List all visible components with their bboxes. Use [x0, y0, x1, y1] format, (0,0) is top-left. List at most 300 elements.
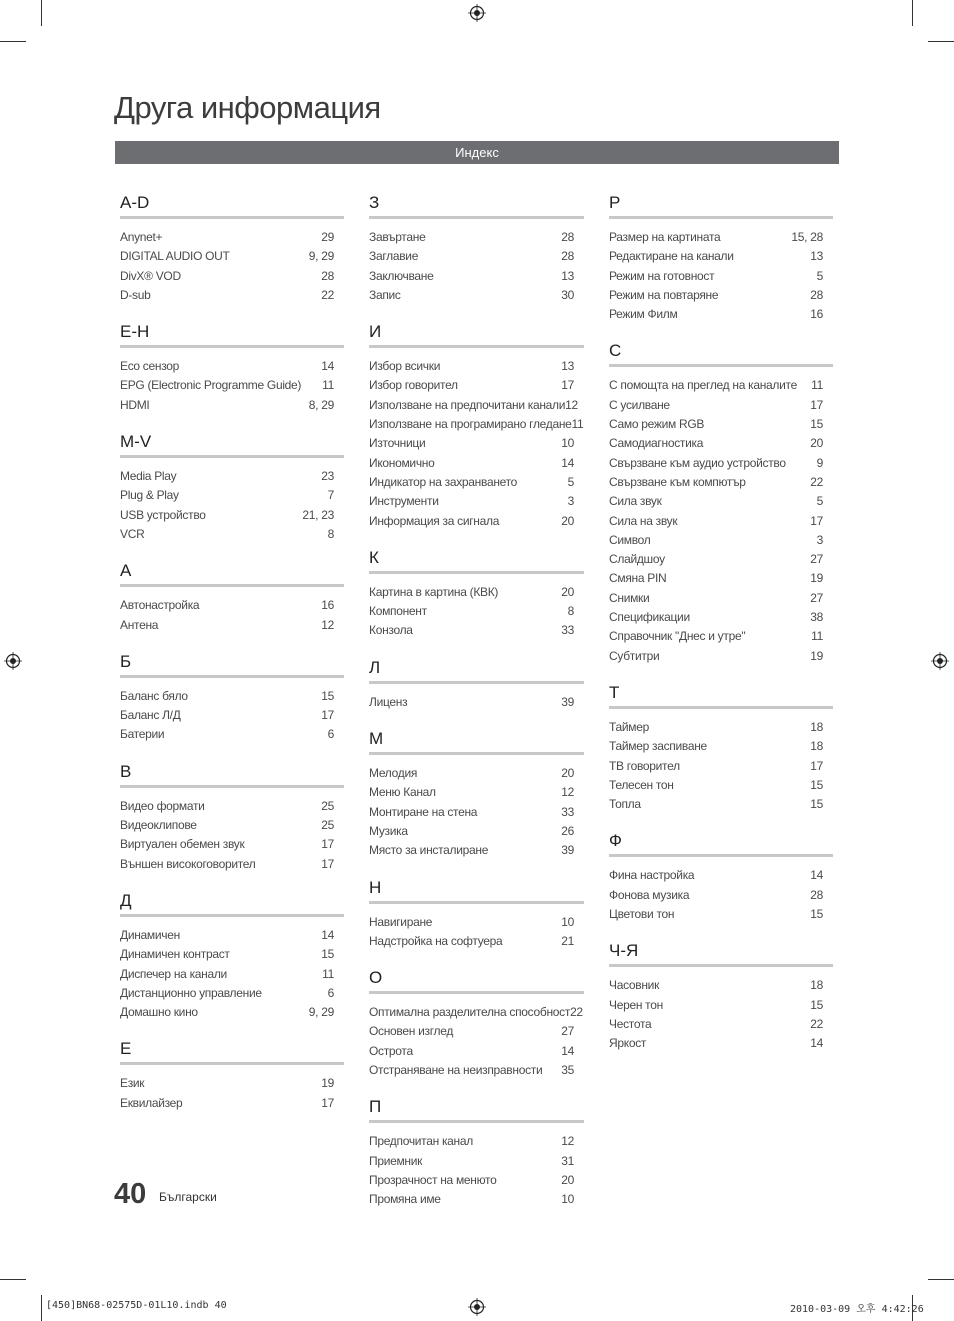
index-entry-label: Eco сензор: [120, 359, 180, 374]
index-group-heading: Р: [609, 193, 833, 219]
index-entry-page: 20: [561, 766, 574, 781]
index-entry-label: Инструменти: [369, 494, 439, 509]
index-entry-page: 12: [561, 785, 574, 800]
index-entry: [609, 627, 833, 646]
index-entry-label: EPG (Electronic Programme Guide): [120, 378, 302, 393]
index-entry-page: 38: [810, 610, 823, 625]
index-entry-label: С помощта на преглед на каналите: [609, 378, 797, 393]
index-entry: [120, 396, 344, 415]
index-entry-label: Информация за сигнала: [369, 513, 500, 528]
index-entry-page: 16: [810, 307, 823, 322]
index-entry: [369, 286, 584, 305]
index-entry-page: 9, 29: [308, 249, 334, 264]
index-entry-label: Източници: [369, 436, 426, 451]
index-entry-page: 3: [816, 532, 823, 547]
index-entry-label: Автонастройка: [120, 598, 200, 613]
index-entry-page: 15, 28: [791, 230, 823, 244]
index-entry-label: Място за инсталиране: [369, 843, 489, 858]
index-entry-label: Цветови тон: [609, 907, 675, 922]
index-entry: [369, 396, 584, 415]
index-entry: [369, 247, 584, 266]
index-group-heading: Ф: [609, 831, 833, 857]
index-entry: [120, 506, 344, 525]
index-entry-page: 8, 29: [308, 397, 334, 412]
index-entry-page: 17: [810, 758, 823, 773]
index-entry-page: 12: [565, 397, 578, 412]
index-entry-label: Антена: [120, 617, 159, 632]
index-entry: [369, 1132, 584, 1151]
index-entry-label: Сила на звук: [609, 513, 678, 528]
index-entry-page: 17: [321, 837, 334, 852]
page-title: Друга информация: [114, 90, 381, 125]
index-entry-page: 27: [561, 1024, 574, 1039]
index-entry: [369, 492, 584, 511]
index-group-heading: Е: [120, 1039, 344, 1065]
index-entry: [609, 267, 833, 286]
index-entry-page: 9: [816, 455, 823, 470]
index-column-1: [120, 193, 344, 1130]
index-entry: [369, 1022, 584, 1041]
index-entry: [120, 926, 344, 945]
index-entry-label: Приемник: [369, 1153, 423, 1168]
index-entry: [369, 473, 584, 492]
index-group: [120, 322, 344, 415]
index-group: [369, 658, 584, 712]
index-group-heading: О: [369, 968, 584, 994]
index-group-heading: A-D: [120, 193, 344, 219]
index-group-heading: Д: [120, 891, 344, 917]
index-entry-page: 17: [321, 708, 334, 723]
index-entry-label: Телесен тон: [609, 777, 674, 792]
index-entry-page: 13: [561, 359, 574, 374]
index-entry-page: 18: [810, 739, 823, 754]
index-entry: [120, 467, 344, 486]
index-entry-page: 11: [322, 966, 334, 981]
index-entry-page: 18: [810, 978, 823, 993]
trim-mark: [41, 0, 42, 26]
index-entry-label: VCR: [120, 526, 145, 541]
index-group-heading: Л: [369, 658, 584, 684]
index-entry-label: Надстройка на софтуера: [369, 933, 503, 948]
index-group: [369, 322, 584, 531]
index-entry-page: 27: [810, 552, 823, 567]
index-entry: [609, 737, 833, 756]
index-group-heading: M-V: [120, 432, 344, 458]
index-group-heading: М: [369, 729, 584, 755]
index-entry: [369, 803, 584, 822]
index-entry-label: Размер на картината: [609, 230, 721, 244]
index-entry: [120, 835, 344, 854]
index-entry: [609, 247, 833, 266]
index-entry-label: Свързване към компютър: [609, 474, 746, 489]
trim-mark: [928, 1279, 954, 1280]
index-entry: [120, 725, 344, 744]
index-entry: [369, 1152, 584, 1171]
index-group-heading: И: [369, 322, 584, 348]
index-entry: [609, 866, 833, 885]
index-entry: [369, 512, 584, 531]
index-entry-label: Честота: [609, 1016, 652, 1031]
index-entry: [369, 693, 584, 712]
index-entry-page: 25: [321, 818, 334, 833]
index-entry: [609, 776, 833, 795]
index-entry-page: 20: [561, 513, 574, 528]
index-entry: [369, 1061, 584, 1080]
index-entry-label: Външен високоговорител: [120, 856, 256, 871]
index-entry: [369, 1042, 584, 1061]
index-entry-label: Редактиране на канали: [609, 249, 734, 264]
index-entry-page: 14: [321, 359, 334, 374]
index-entry-label: Справочник "Днес и утре": [609, 629, 746, 644]
index-entry: [609, 795, 833, 814]
index-entry-label: DIGITAL AUDIO OUT: [120, 249, 230, 264]
index-entry: [369, 376, 584, 395]
index-entry-label: Plug & Play: [120, 488, 179, 503]
index-entry: [120, 228, 344, 247]
index-entry-label: Anynet+: [120, 230, 163, 244]
index-entry: [120, 945, 344, 964]
index-entry: [369, 621, 584, 640]
index-group: [609, 831, 833, 924]
index-entry-label: Използване на програмирано гледане: [369, 417, 572, 432]
index-entry: [120, 855, 344, 874]
index-entry-page: 21: [561, 933, 574, 948]
index-entry: [369, 1003, 584, 1022]
index-group: [369, 878, 584, 952]
index-entry-label: Видео формати: [120, 798, 205, 813]
index-entry: [369, 583, 584, 602]
index-group: [609, 941, 833, 1053]
index-entry-label: Еквилайзер: [120, 1095, 183, 1110]
index-entry-label: Слайдшоу: [609, 552, 665, 567]
index-entry-label: USB устройство: [120, 507, 206, 522]
index-entry-label: Прозрачност на менюто: [369, 1172, 497, 1187]
index-entry-page: 14: [561, 455, 574, 470]
index-entry-label: Спецификации: [609, 610, 690, 625]
index-group: [120, 193, 344, 305]
index-entry-label: Компонент: [369, 604, 427, 619]
index-entry-label: Икономично: [369, 455, 435, 470]
index-entry-page: 13: [810, 249, 823, 264]
index-entry: [369, 434, 584, 453]
index-entry-page: 5: [816, 494, 823, 509]
index-entry: [369, 1190, 584, 1209]
section-title: Индекс: [455, 145, 499, 160]
index-entry-label: Промяна име: [369, 1192, 441, 1207]
index-entry: [120, 357, 344, 376]
index-entry-page: 19: [321, 1076, 334, 1091]
index-group: [609, 683, 833, 814]
index-entry-page: 28: [561, 249, 574, 264]
index-entry: [609, 531, 833, 550]
index-group-heading: П: [369, 1097, 584, 1123]
index-column-2: [369, 193, 584, 1227]
index-entry: [369, 764, 584, 783]
index-entry-page: 12: [321, 617, 334, 632]
index-group: [369, 193, 584, 305]
index-entry-page: 13: [561, 268, 574, 283]
index-entry-label: Избор говорител: [369, 378, 458, 393]
index-group: [120, 432, 344, 544]
page-number: 40: [114, 1178, 147, 1210]
index-entry: [609, 996, 833, 1015]
index-entry-page: 23: [321, 469, 334, 484]
index-entry-label: Таймер: [609, 719, 649, 734]
index-entry: [609, 286, 833, 305]
index-entry-label: Използване на предпочитани канали: [369, 397, 566, 412]
index-entry-page: 20: [561, 584, 574, 599]
language-label: Български: [159, 1190, 217, 1204]
index-entry-page: 11: [571, 417, 584, 432]
index-entry: [609, 647, 833, 666]
index-entry-page: 17: [321, 1095, 334, 1110]
index-entry-page: 28: [810, 287, 823, 302]
index-entry: [369, 822, 584, 841]
index-entry: [609, 415, 833, 434]
index-entry-label: Фонова музика: [609, 887, 690, 902]
index-entry: [120, 797, 344, 816]
footer-datetime: 2010-03-09 오후 4:42:26: [790, 1304, 924, 1315]
index-entry: [609, 473, 833, 492]
index-entry-label: Музика: [369, 823, 408, 838]
index-entry-label: Смяна PIN: [609, 571, 667, 586]
index-entry-page: 14: [561, 1043, 574, 1058]
index-entry-page: 15: [810, 907, 823, 922]
index-entry-page: 19: [810, 571, 823, 586]
index-entry: [609, 976, 833, 995]
index-entry-page: 21, 23: [302, 507, 334, 522]
index-entry: [369, 415, 584, 434]
index-entry: [609, 396, 833, 415]
index-group: [120, 1039, 344, 1113]
index-entry-label: Заключване: [369, 268, 434, 283]
index-entry-page: 20: [561, 1172, 574, 1187]
index-group-heading: Б: [120, 652, 344, 678]
index-entry-page: 31: [561, 1153, 574, 1168]
index-entry-page: 17: [810, 513, 823, 528]
index-entry-page: 6: [327, 985, 334, 1000]
index-entry: [120, 984, 344, 1003]
index-entry-label: Меню Канал: [369, 785, 436, 800]
index-entry: [120, 376, 344, 395]
index-entry-page: 22: [321, 287, 334, 302]
index-group-heading: Ч-Я: [609, 941, 833, 967]
index-entry: [609, 589, 833, 608]
index-entry: [369, 1171, 584, 1190]
index-entry: [609, 1034, 833, 1053]
index-entry-page: 14: [810, 868, 823, 883]
index-entry: [609, 569, 833, 588]
index-group: [369, 1097, 584, 1209]
index-entry-label: Режим на готовност: [609, 268, 715, 283]
index-entry-page: 29: [321, 230, 334, 244]
index-entry: [120, 1074, 344, 1093]
index-entry-label: Дистанционно управление: [120, 985, 262, 1000]
index-group: [120, 762, 344, 874]
index-entry-label: Монтиране на стена: [369, 804, 478, 819]
index-entry-label: Оптимална разделителна способност: [369, 1005, 571, 1020]
index-group-heading: К: [369, 548, 584, 574]
index-entry-label: Режим Филм: [609, 307, 678, 322]
index-entry-page: 22: [570, 1005, 583, 1020]
index-entry: [120, 267, 344, 286]
trim-mark: [0, 41, 26, 42]
section-header-bar: [115, 141, 839, 164]
index-entry-page: 8: [567, 604, 574, 619]
index-entry-page: 10: [561, 914, 574, 929]
footer-file-info: [450]BN68-02575D-01L10.indb 40: [46, 1300, 227, 1311]
index-entry: [609, 1015, 833, 1034]
index-entry: [609, 512, 833, 531]
index-group-heading: А: [120, 561, 344, 587]
index-entry: [369, 357, 584, 376]
index-entry-label: Домашно кино: [120, 1005, 198, 1020]
index-entry-label: Субтитри: [609, 648, 660, 663]
trim-mark: [41, 1295, 42, 1321]
index-entry-page: 19: [810, 648, 823, 663]
index-entry: [120, 965, 344, 984]
index-group: [369, 729, 584, 860]
index-group-heading: С: [609, 341, 833, 367]
index-entry-page: 15: [810, 417, 823, 432]
index-entry: [609, 228, 833, 247]
index-group-heading: Н: [369, 878, 584, 904]
index-entry: [369, 932, 584, 951]
index-entry-label: Завъртане: [369, 230, 426, 244]
index-entry-page: 14: [810, 1036, 823, 1051]
index-entry: [120, 616, 344, 635]
index-entry-label: Снимки: [609, 590, 650, 605]
trim-mark: [928, 41, 954, 42]
index-entry: [609, 434, 833, 453]
index-entry-label: Предпочитан канал: [369, 1134, 473, 1149]
index-entry: [609, 305, 833, 324]
index-entry-page: 10: [561, 436, 574, 451]
index-entry: [120, 286, 344, 305]
index-entry-page: 17: [810, 397, 823, 412]
registration-mark-icon: [468, 1298, 486, 1316]
index-entry: [120, 525, 344, 544]
index-entry-label: D-sub: [120, 287, 151, 302]
index-entry-label: Батерии: [120, 727, 165, 742]
index-entry: [609, 492, 833, 511]
index-entry-label: Избор всички: [369, 359, 441, 374]
index-entry-page: 18: [810, 719, 823, 734]
index-entry: [120, 816, 344, 835]
index-group-heading: З: [369, 193, 584, 219]
index-entry-label: Конзола: [369, 623, 413, 638]
index-entry: [609, 608, 833, 627]
index-entry-label: Видеоклипове: [120, 818, 197, 833]
index-entry-page: 15: [810, 797, 823, 812]
index-entry-page: 15: [321, 947, 334, 962]
index-entry-label: HDMI: [120, 397, 150, 412]
index-entry-label: Сила звук: [609, 494, 662, 509]
index-entry-page: 28: [561, 230, 574, 244]
index-group: [369, 548, 584, 641]
index-entry-page: 5: [567, 474, 574, 489]
index-entry-label: Таймер заспиване: [609, 739, 707, 754]
index-entry-label: Само режим RGB: [609, 417, 705, 432]
registration-mark-icon: [4, 652, 22, 670]
index-entry-page: 27: [810, 590, 823, 605]
index-entry-label: С усилване: [609, 397, 670, 412]
index-group: [609, 341, 833, 665]
index-entry-label: Отстраняване на неизправности: [369, 1063, 543, 1078]
index-group: [369, 968, 584, 1080]
index-entry-label: Баланс бяло: [120, 688, 188, 703]
index-entry-label: Запис: [369, 287, 401, 302]
index-entry: [609, 718, 833, 737]
index-entry-page: 7: [327, 488, 334, 503]
index-entry-page: 11: [322, 378, 334, 393]
index-entry: [120, 687, 344, 706]
index-entry: [120, 247, 344, 266]
index-entry: [369, 228, 584, 247]
index-entry-page: 22: [810, 474, 823, 489]
index-entry-page: 22: [810, 1016, 823, 1031]
index-entry-page: 3: [567, 494, 574, 509]
index-entry-page: 25: [321, 798, 334, 813]
index-entry-label: Режим на повтаряне: [609, 287, 719, 302]
index-entry: [120, 486, 344, 505]
index-entry-page: 20: [810, 436, 823, 451]
index-entry-label: Диспечер на канали: [120, 966, 227, 981]
index-entry-label: Виртуален обемен звук: [120, 837, 245, 852]
index-entry: [609, 905, 833, 924]
index-entry: [609, 454, 833, 473]
index-entry-page: 9, 29: [308, 1005, 334, 1020]
index-entry-page: 33: [561, 623, 574, 638]
index-group: [120, 652, 344, 745]
index-entry-label: Динамичен контраст: [120, 947, 230, 962]
trim-mark: [0, 1279, 26, 1280]
index-entry-label: Мелодия: [369, 766, 418, 781]
index-entry-label: Основен изглед: [369, 1024, 454, 1039]
index-entry-label: Свързване към аудио устройство: [609, 455, 786, 470]
index-entry-page: 15: [810, 997, 823, 1012]
registration-mark-icon: [468, 4, 486, 22]
index-entry: [609, 550, 833, 569]
index-entry-page: 14: [321, 927, 334, 942]
index-entry: [120, 706, 344, 725]
index-entry-page: 12: [561, 1134, 574, 1149]
index-entry-page: 39: [561, 694, 574, 709]
index-entry-label: Баланс Л/Д: [120, 708, 181, 723]
registration-mark-icon: [931, 652, 949, 670]
index-entry: [369, 602, 584, 621]
index-entry-label: Media Play: [120, 469, 177, 484]
index-entry-page: 30: [561, 287, 574, 302]
index-entry: [120, 1003, 344, 1022]
index-entry: [120, 1094, 344, 1113]
index-column-3: [609, 193, 833, 1071]
index-group: [120, 561, 344, 635]
index-entry-label: Яркост: [609, 1036, 647, 1051]
index-entry-label: Навигиране: [369, 914, 433, 929]
index-entry: [369, 841, 584, 860]
index-entry-label: ТВ говорител: [609, 758, 680, 773]
index-entry-page: 17: [321, 856, 334, 871]
index-entry-label: Черен тон: [609, 997, 663, 1012]
index-entry-page: 11: [811, 629, 823, 644]
index-entry-page: 26: [561, 823, 574, 838]
index-entry-page: 39: [561, 843, 574, 858]
index-entry-label: Индикатор на захранването: [369, 474, 518, 489]
index-entry-label: Заглавие: [369, 249, 419, 264]
index-group: [609, 193, 833, 324]
index-entry: [120, 596, 344, 615]
